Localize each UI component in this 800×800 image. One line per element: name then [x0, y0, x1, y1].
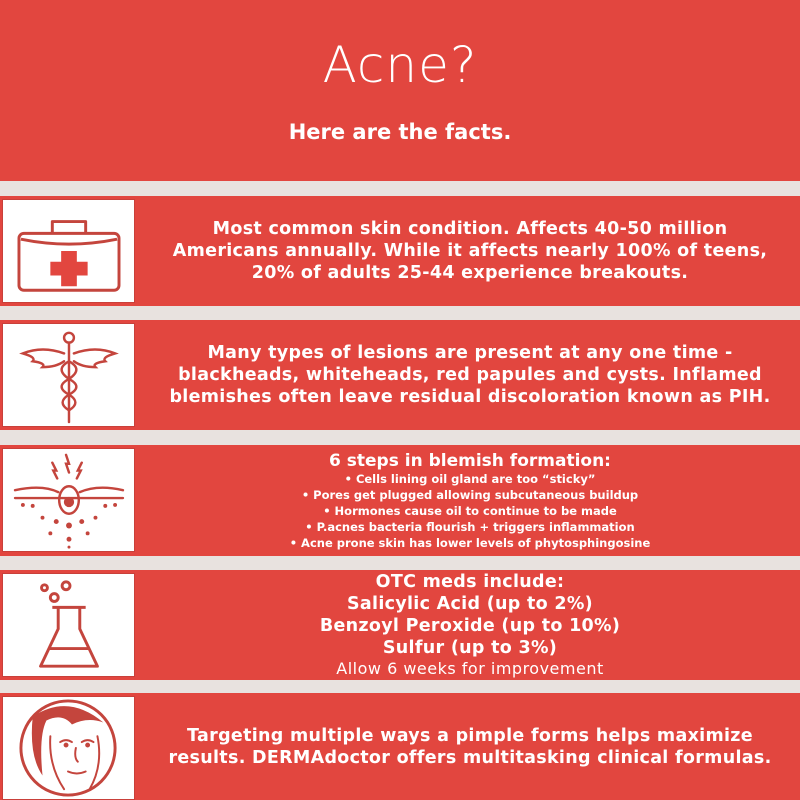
medical-kit-icon	[3, 200, 134, 302]
step-item: • Acne prone skin has lower levels of phytosphingosine	[289, 535, 651, 550]
med-item: Sulfur (up to 3%)	[382, 638, 558, 658]
fact-line: Targeting multiple ways a pimple forms helps maximize	[187, 725, 753, 746]
fact-text	[140, 693, 800, 800]
skin-pore-icon	[3, 449, 134, 551]
flask-icon	[3, 574, 134, 676]
fact-text	[140, 196, 800, 306]
fact-row-dermadoctor	[0, 693, 800, 800]
step-item: • P.acnes bacteria flourish + triggers inflammation	[305, 519, 635, 534]
page-title: Acne?	[322, 36, 478, 94]
caduceus-icon	[3, 324, 134, 426]
fact-text	[140, 320, 800, 430]
step-item: • Cells lining oil gland are too “sticky”	[344, 471, 596, 486]
icon-box	[2, 323, 135, 427]
fact-line: Most common skin condition. Affects 40-50 million	[212, 219, 728, 239]
step-item: • Pores get plugged allowing subcutaneous buildup	[301, 487, 639, 502]
meds-note: Allow 6 weeks for improvement	[336, 659, 604, 678]
med-item: Salicylic Acid (up to 2%)	[347, 594, 593, 614]
fact-text	[140, 445, 800, 556]
fact-line: 20% of adults 25-44 experience breakouts.	[251, 263, 689, 283]
fact-line: Many types of lesions are present at any one time -	[207, 343, 733, 363]
page-subtitle: Here are the facts.	[288, 120, 512, 144]
steps-heading: 6 steps in blemish formation:	[329, 450, 611, 471]
fact-line: blemishes often leave residual discoloration known as PIH.	[169, 387, 771, 407]
icon-box	[2, 199, 135, 303]
fact-row-lesions	[0, 320, 800, 430]
icon-box	[2, 448, 135, 552]
fact-text	[140, 570, 800, 680]
icon-box	[2, 696, 135, 800]
fact-row-prevalence	[0, 196, 800, 306]
fact-row-blemish-steps	[0, 445, 800, 556]
step-item: • Hormones cause oil to continue to be made	[323, 503, 617, 518]
fact-row-otc-meds	[0, 570, 800, 680]
med-item: Benzoyl Peroxide (up to 10%)	[319, 616, 621, 636]
fact-line: blackheads, whiteheads, red papules and cysts. Inflamed	[178, 365, 762, 385]
meds-heading: OTC meds include:	[375, 572, 565, 592]
header-banner	[0, 0, 800, 181]
icon-box	[2, 573, 135, 677]
fact-line: results. DERMAdoctor offers multitasking clinical formulas.	[168, 747, 772, 768]
fact-line: Americans annually. While it affects nearly 100% of teens,	[172, 241, 768, 261]
face-icon	[3, 697, 134, 799]
